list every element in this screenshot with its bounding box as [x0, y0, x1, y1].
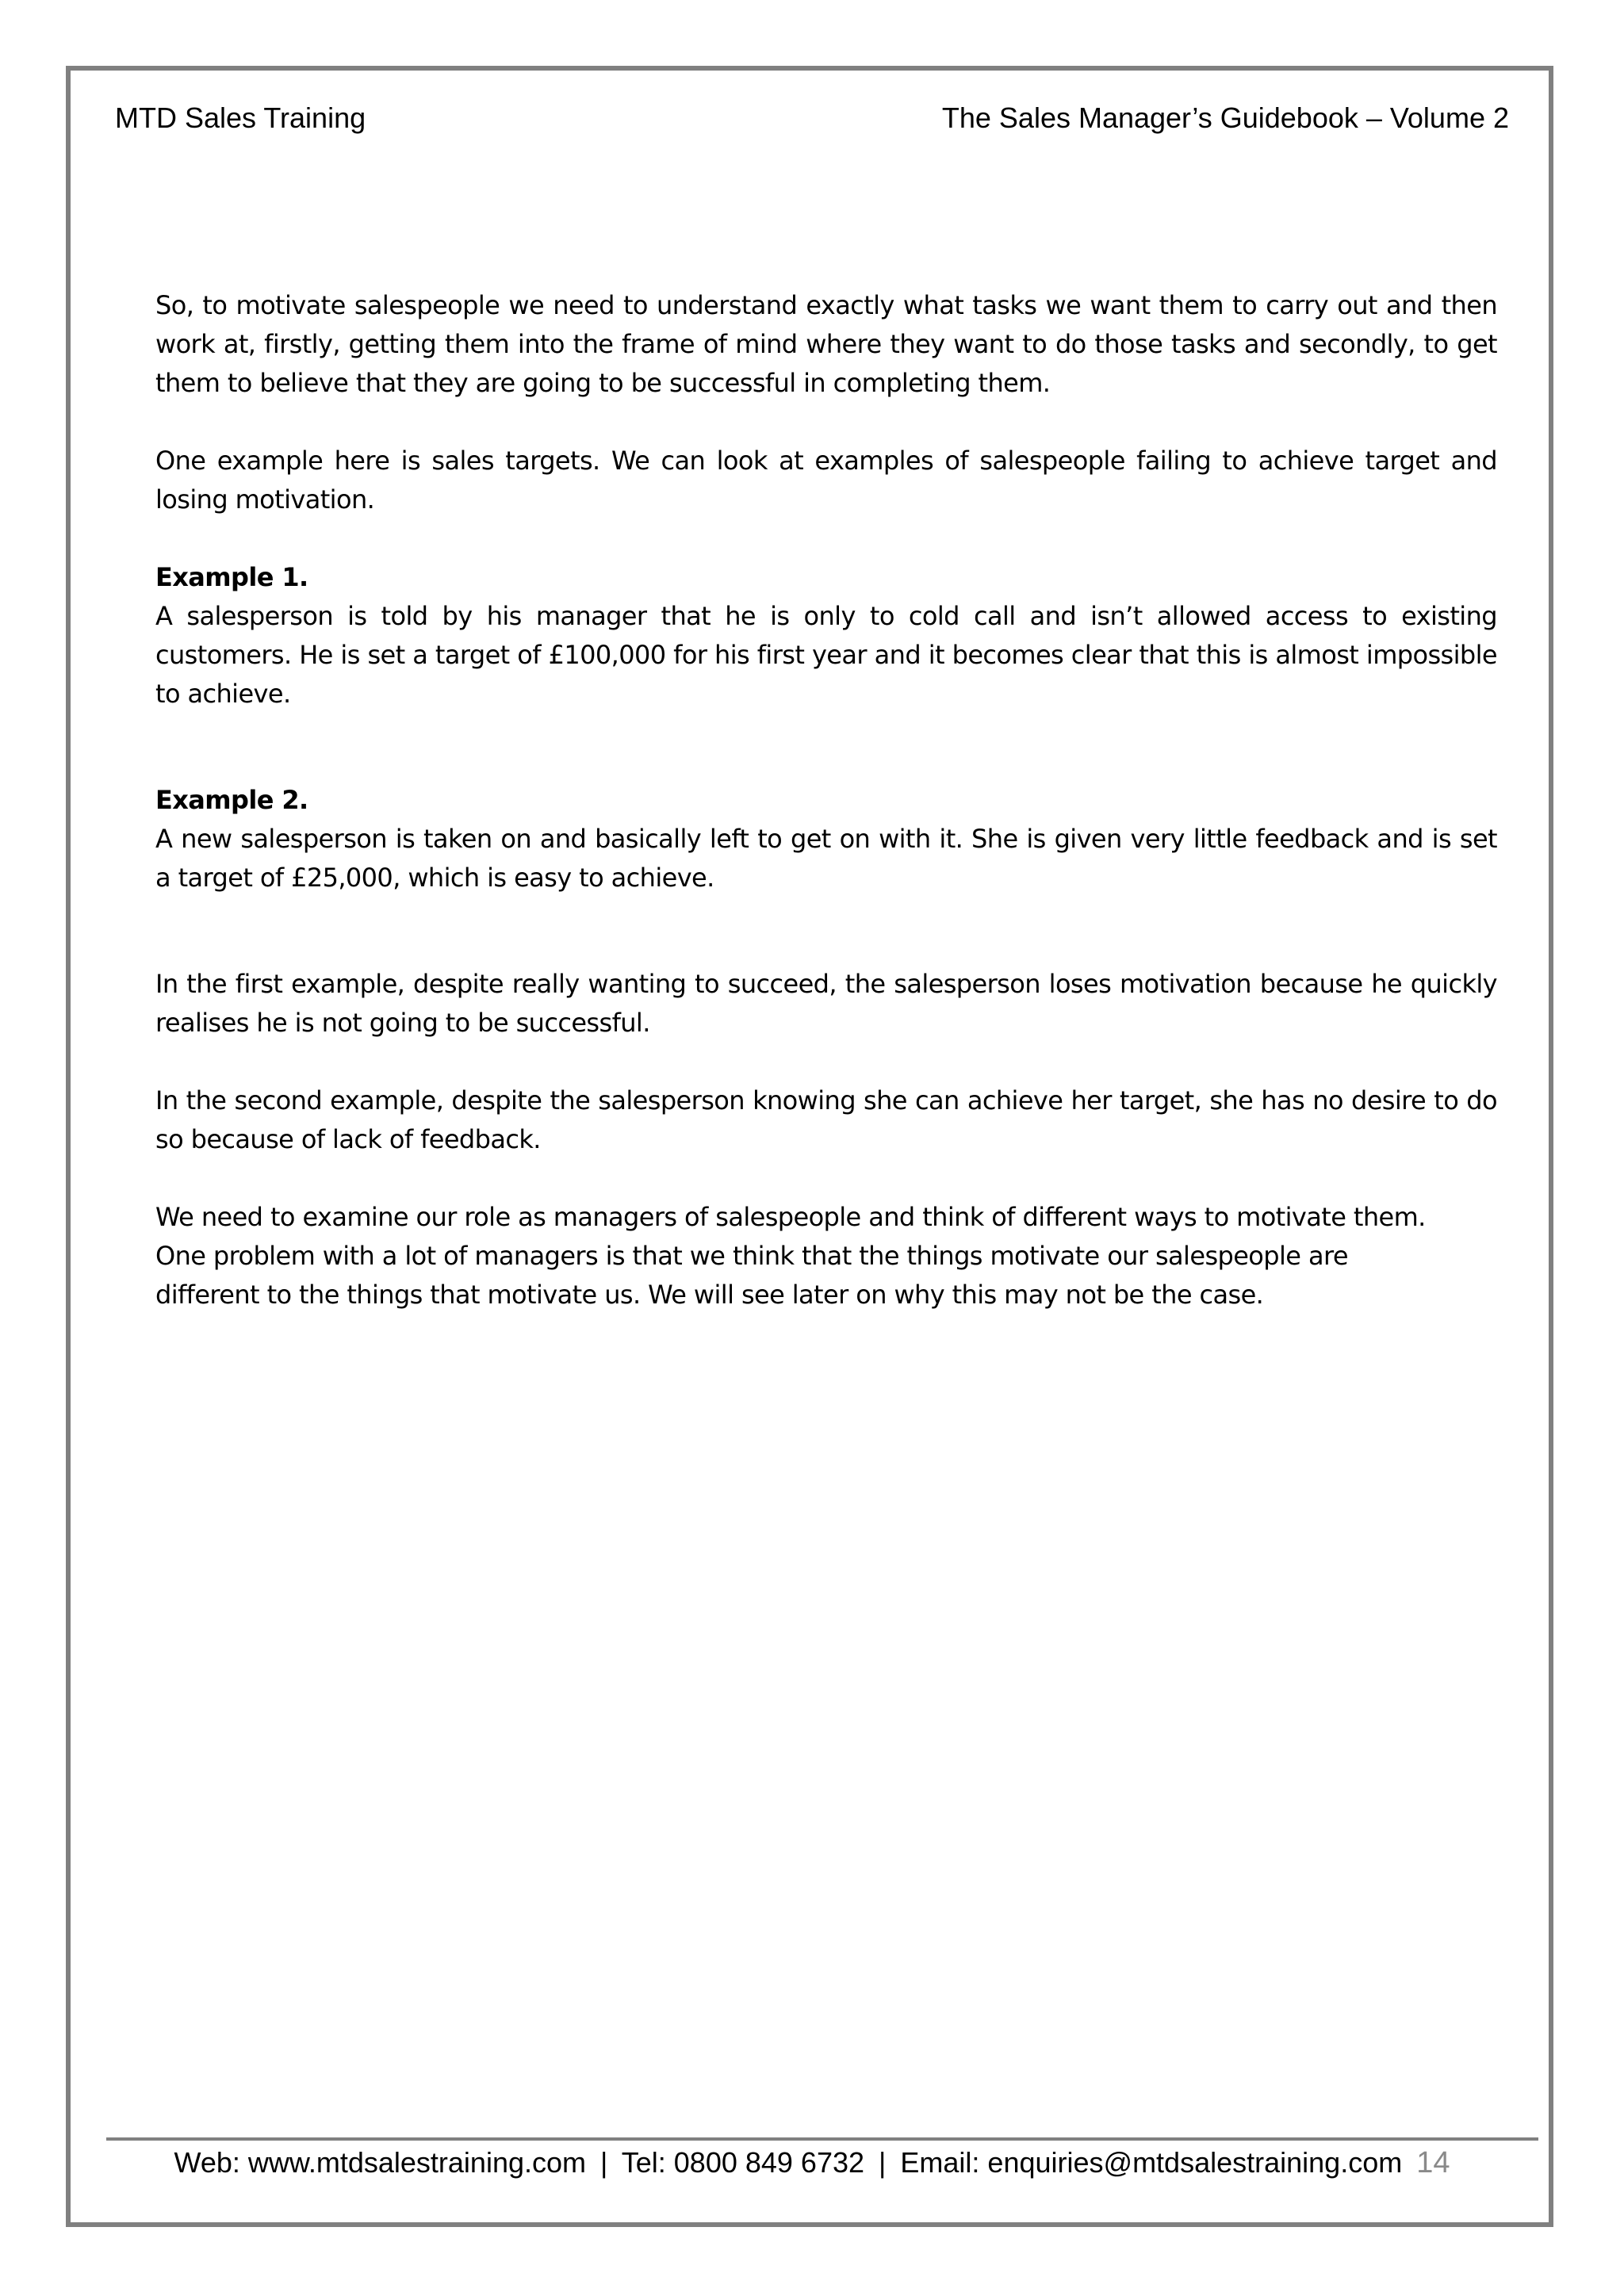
header-document-title: The Sales Manager’s Guidebook – Volume 2: [941, 101, 1509, 134]
paragraph-manager-role: [155, 1198, 1497, 1314]
paragraph-motivation-intro: So, to motivate salespeople we need to understand exactly what tasks we want them to carry out and then work at, firstly, getting them into the frame of mind where they want to do those tasks and secondly, to get them to believe that they are going to be successful in completing them.: [155, 290, 1497, 398]
page-number: 14: [1416, 2146, 1450, 2179]
paragraph-manager-role-line-1: We need to examine our role as managers of salespeople and think of different ways to motivate them.: [155, 1202, 1426, 1232]
footer-web-link[interactable]: Web: www.mtdsalestraining.com: [174, 2146, 587, 2179]
example-2-text: A new salesperson is taken on and basically left to get on with it. She is given very little feedback and is set a target of £25,000, which is easy to achieve.: [155, 824, 1497, 893]
footer-contact: [0, 2145, 1624, 2180]
example-2-heading: Example 2.: [155, 785, 308, 815]
paragraph-manager-role-line-2: One problem with a lot of managers is that we think that the things motivate our salespeople are: [155, 1241, 1348, 1271]
footer-email-link[interactable]: Email: enquiries@mtdsalestraining.com: [900, 2146, 1403, 2179]
paragraph-sales-targets: One example here is sales targets. We can look at examples of salespeople failing to achieve target and losing motivation.: [155, 446, 1497, 515]
paragraph-second-example: In the second example, despite the salesperson knowing she can achieve her target, she has no desire to do so because of lack of feedback.: [155, 1085, 1497, 1154]
paragraph-first-example: In the first example, despite really wanting to succeed, the salesperson loses motivation because he quickly realises he is not going to be successful.: [155, 969, 1497, 1038]
paragraph-manager-role-line-3: different to the things that motivate us. We will see later on why this may not be the case.: [155, 1280, 1264, 1310]
header-publisher: MTD Sales Training: [115, 101, 366, 134]
footer-telephone: Tel: 0800 849 6732: [621, 2146, 865, 2179]
footer-divider: [106, 2137, 1538, 2141]
page-body: [155, 286, 1497, 1314]
footer-separator: |: [879, 2146, 887, 2179]
footer-separator: |: [600, 2146, 608, 2179]
example-1-heading: Example 1.: [155, 562, 308, 592]
example-1-text: A salesperson is told by his manager that he is only to cold call and isn’t allowed access to existing customers. He is set a target of £100,000 for his first year and it becomes clear that this is almost impossible to achieve.: [155, 601, 1497, 709]
